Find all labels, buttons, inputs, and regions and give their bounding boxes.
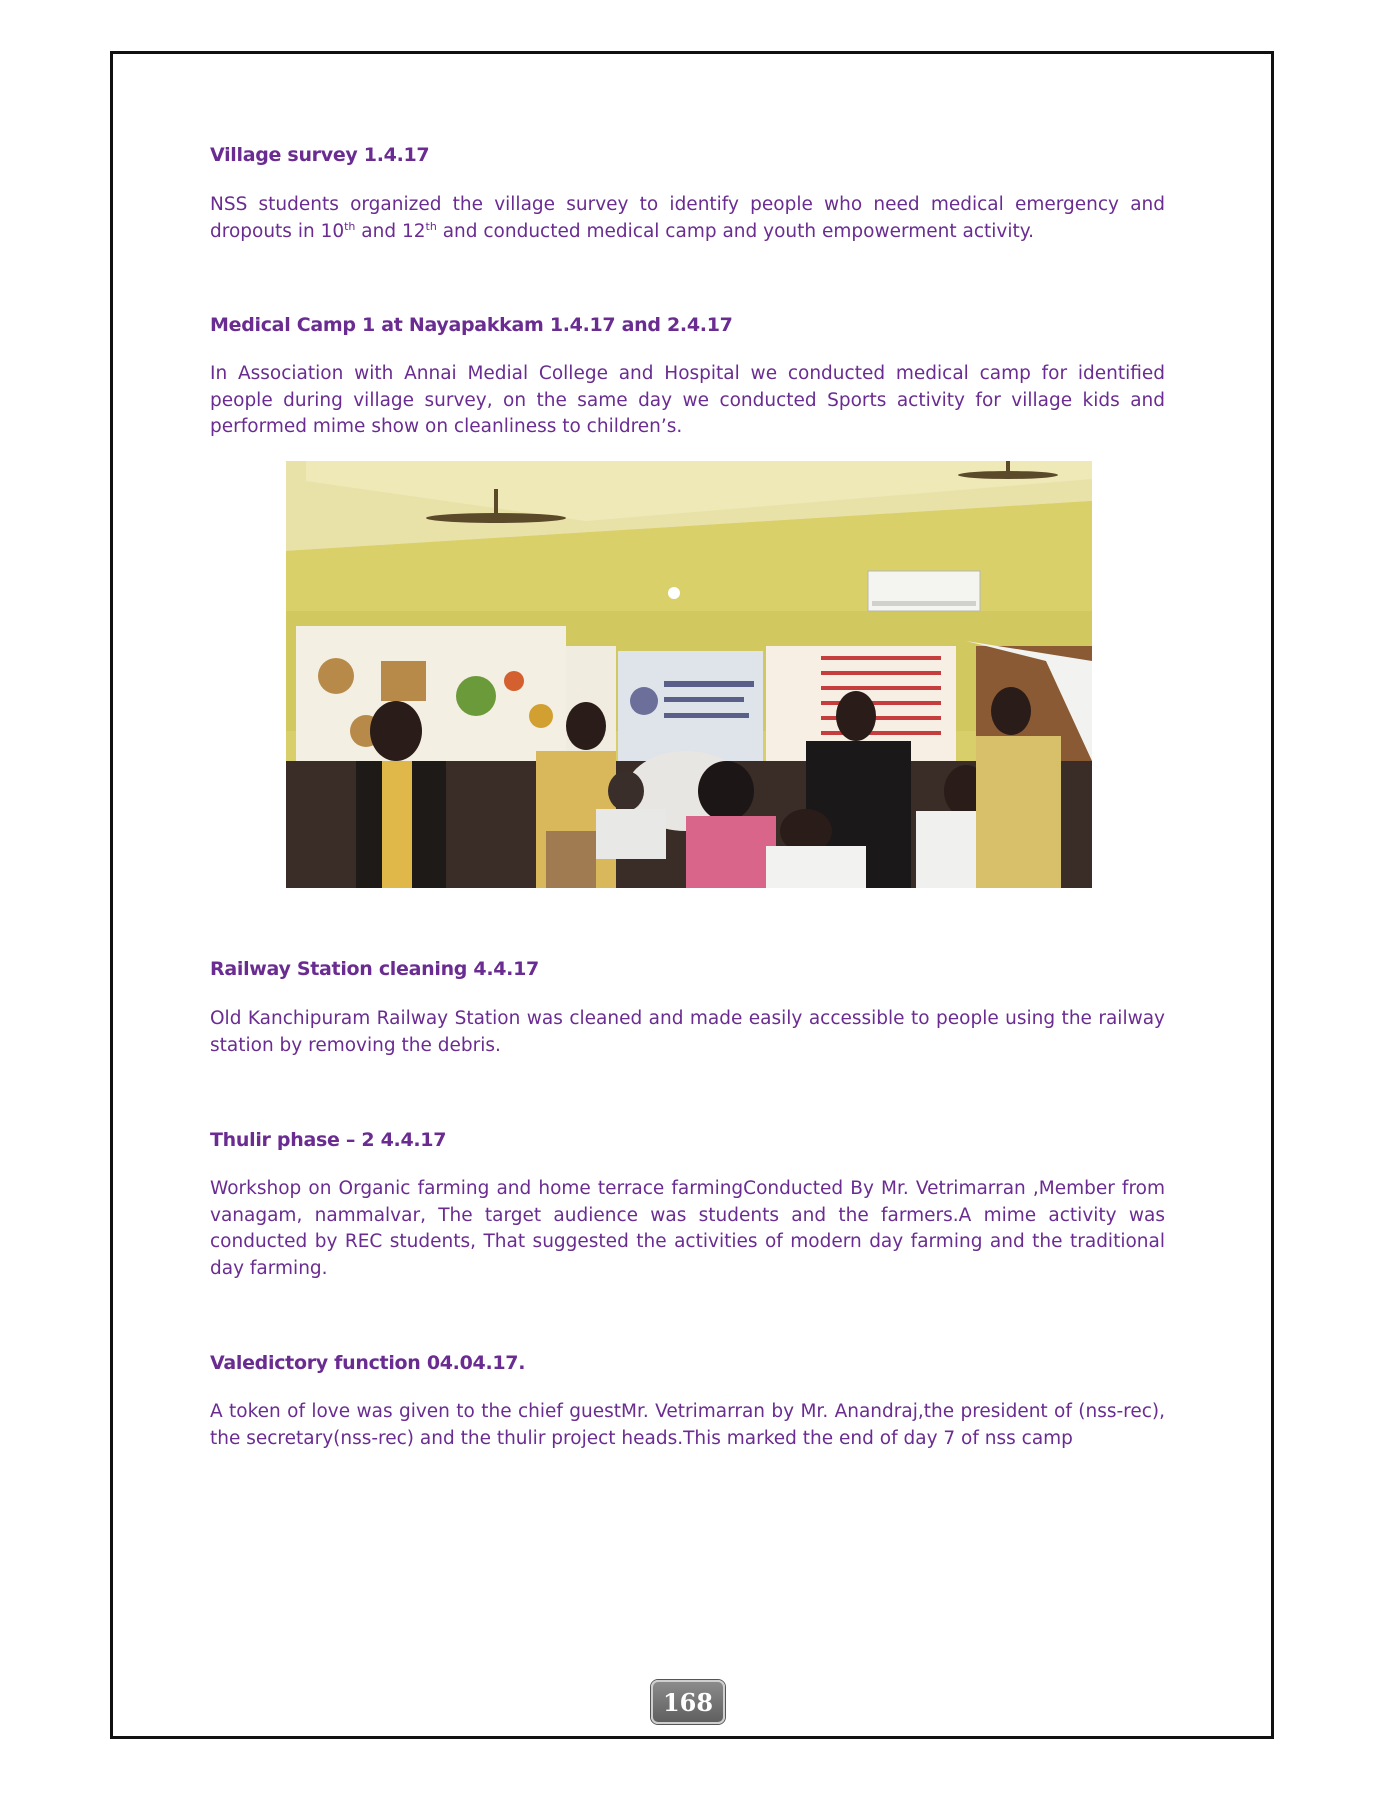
section-text-medical-camp: In Association with Annai Medial College and Hospital we conducted medical camp for identified people during village survey, on the same day we conducted Sports activity for village kids and performed mime show on cleanliness to children’s. [210, 363, 1165, 437]
page-number-badge [651, 1680, 725, 1724]
section-heading-village-survey: Village survey 1.4.17 [210, 144, 430, 166]
section-heading-railway-cleaning: Railway Station cleaning 4.4.17 [210, 958, 539, 980]
section-text-valedictory: A token of love was given to the chief guestMr. Vetrimarran by Mr. Anandraj,the president of (nss-rec), the secretary(nss-rec) and the thulir project heads.This marked the end of day 7 of nss camp [210, 1401, 1165, 1449]
page-border [110, 51, 1274, 1739]
page-number: 168 [662, 1687, 714, 1717]
medical-camp-photo [286, 461, 1092, 888]
section-text-village-survey: NSS students organized the village survey to identify people who need medical emergency and dropouts in 10th and 12th and conducted medical camp and youth empowerment activity. [210, 194, 1165, 242]
section-heading-thulir-phase-2: Thulir phase – 2 4.4.17 [210, 1129, 447, 1151]
section-heading-valedictory: Valedictory function 04.04.17. [210, 1352, 526, 1374]
section-text-railway-cleaning: Old Kanchipuram Railway Station was cleaned and made easily accessible to people using the railway station by removing the debris. [210, 1008, 1165, 1056]
section-text-thulir-phase-2: Workshop on Organic farming and home terrace farmingConducted By Mr. Vetrimarran ,Member from vanagam, nammalvar, The target audience was students and the farmers.A mime activity was conducted by REC students, That suggested the activities of modern day farming and the traditional day farming. [210, 1178, 1165, 1279]
section-heading-medical-camp: Medical Camp 1 at Nayapakkam 1.4.17 and 2.4.17 [210, 314, 733, 336]
